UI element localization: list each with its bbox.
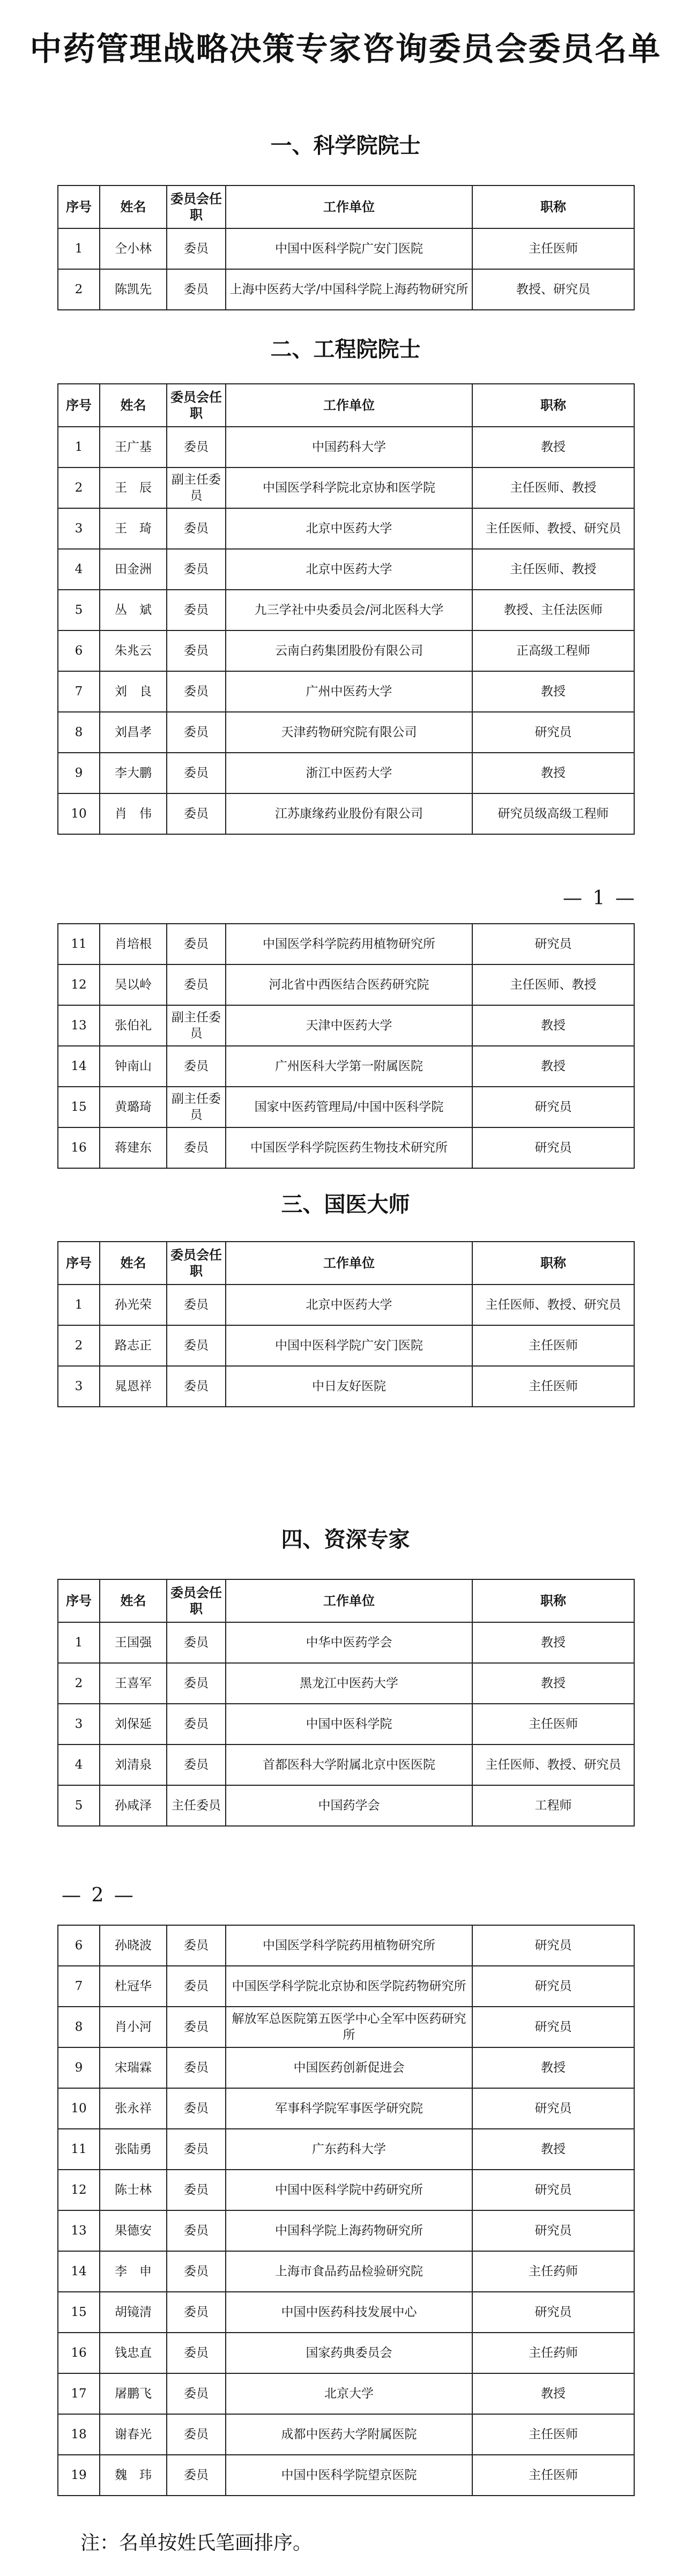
row-number: 9: [58, 2047, 100, 2088]
table-row: [58, 1285, 634, 1325]
row-number: 9: [58, 753, 100, 793]
work-unit: 中国中医科学院广安门医院: [226, 228, 472, 269]
committee-role: 委员: [167, 1663, 226, 1704]
member-name: 王 辰: [100, 467, 167, 508]
professional-title: 正高级工程师: [472, 630, 634, 671]
row-number: 6: [58, 630, 100, 671]
column-header: 姓名: [100, 1242, 167, 1285]
member-name: 王国强: [100, 1622, 167, 1663]
committee-role: 委员: [167, 2210, 226, 2251]
work-unit: 中国药科大学: [226, 427, 472, 467]
member-name: 钱忠直: [100, 2333, 167, 2373]
table-row: [58, 1127, 634, 1168]
member-name: 孙光荣: [100, 1285, 167, 1325]
work-unit: 中华中医药学会: [226, 1622, 472, 1663]
work-unit: 广东药科大学: [226, 2129, 472, 2170]
work-unit: 首都医科大学附属北京中医医院: [226, 1744, 472, 1785]
column-header: 序号: [58, 1579, 100, 1622]
column-header: 序号: [58, 384, 100, 427]
section-title-masters: 三、国医大师: [281, 1192, 410, 1217]
table-row: [58, 2170, 634, 2210]
professional-title: 研究员: [472, 924, 634, 964]
row-number: 14: [58, 2251, 100, 2292]
row-number: 2: [58, 269, 100, 310]
committee-role: 委员: [167, 590, 226, 630]
table-header-row: [58, 1242, 634, 1285]
work-unit: 中国科学院上海药物研究所: [226, 2210, 472, 2251]
professional-title: 研究员: [472, 1925, 634, 1966]
table-row: [58, 671, 634, 712]
column-header: 工作单位: [226, 185, 472, 228]
professional-title: 研究员: [472, 2088, 634, 2129]
row-number: 8: [58, 2007, 100, 2047]
professional-title: 主任医师: [472, 2414, 634, 2455]
work-unit: 中国中医科学院望京医院: [226, 2455, 472, 2496]
committee-role: 委员: [167, 712, 226, 753]
member-name: 刘清泉: [100, 1744, 167, 1785]
work-unit: 中国中医科学院: [226, 1704, 472, 1744]
table-row: [58, 924, 634, 964]
table-row: [58, 2088, 634, 2129]
professional-title: 教授: [472, 2047, 634, 2088]
work-unit: 中国药学会: [226, 1785, 472, 1826]
work-unit: 广州中医药大学: [226, 671, 472, 712]
professional-title: 教授: [472, 671, 634, 712]
row-number: 1: [58, 1285, 100, 1325]
row-number: 15: [58, 1087, 100, 1127]
professional-title: 主任医师、教授、研究员: [472, 1744, 634, 1785]
column-header: 委员会任职: [167, 1579, 226, 1622]
table-header-row: [58, 384, 634, 427]
row-number: 8: [58, 712, 100, 753]
member-name: 刘昌孝: [100, 712, 167, 753]
committee-role: 委员: [167, 1966, 226, 2007]
section-title-academicians-cas: 一、科学院院士: [270, 133, 421, 158]
work-unit: 北京中医药大学: [226, 549, 472, 590]
table-masters: [57, 1241, 635, 1407]
professional-title: 研究员: [472, 1087, 634, 1127]
committee-role: 委员: [167, 2251, 226, 2292]
professional-title: 教授: [472, 1622, 634, 1663]
member-name: 杜冠华: [100, 1966, 167, 2007]
work-unit: 天津中医药大学: [226, 1005, 472, 1046]
committee-role: 委员: [167, 1046, 226, 1087]
member-name: 田金洲: [100, 549, 167, 590]
row-number: 2: [58, 1325, 100, 1366]
table-row: [58, 427, 634, 467]
professional-title: 教授: [472, 1005, 634, 1046]
table-senior-experts: [57, 1579, 635, 1827]
work-unit: 天津药物研究院有限公司: [226, 712, 472, 753]
work-unit: 解放军总医院第五医学中心全军中医药研究所: [226, 2007, 472, 2047]
committee-role: 委员: [167, 228, 226, 269]
member-name: 刘 良: [100, 671, 167, 712]
professional-title: 主任医师、教授: [472, 467, 634, 508]
work-unit: 上海中医药大学/中国科学院上海药物研究所: [226, 269, 472, 310]
table-cae: [57, 383, 635, 835]
row-number: 2: [58, 1663, 100, 1704]
professional-title: 主任医师: [472, 1366, 634, 1407]
table-row: [58, 590, 634, 630]
column-header: 姓名: [100, 185, 167, 228]
committee-role: 委员: [167, 2129, 226, 2170]
row-number: 17: [58, 2373, 100, 2414]
table-row: [58, 753, 634, 793]
table-row: [58, 1704, 634, 1744]
committee-role: 委员: [167, 1622, 226, 1663]
work-unit: 中国中医科学院广安门医院: [226, 1325, 472, 1366]
work-unit: 成都中医药大学附属医院: [226, 2414, 472, 2455]
professional-title: 教授: [472, 2373, 634, 2414]
section-title-academicians-cae: 二、工程院院士: [270, 337, 421, 362]
row-number: 3: [58, 1704, 100, 1744]
committee-role: 委员: [167, 793, 226, 834]
table-row: [58, 2047, 634, 2088]
professional-title: 主任药师: [472, 2333, 634, 2373]
section-title-senior-experts: 四、资深专家: [281, 1527, 410, 1552]
work-unit: 中国医学科学院北京协和医学院药物研究所: [226, 1966, 472, 2007]
committee-role: 委员: [167, 753, 226, 793]
committee-role: 委员: [167, 671, 226, 712]
column-header: 工作单位: [226, 1579, 472, 1622]
work-unit: 军事科学院军事医学研究院: [226, 2088, 472, 2129]
row-number: 2: [58, 467, 100, 508]
professional-title: 研究员: [472, 1966, 634, 2007]
table-row: [58, 2333, 634, 2373]
table-row: [58, 1622, 634, 1663]
work-unit: 北京大学: [226, 2373, 472, 2414]
member-name: 谢春光: [100, 2414, 167, 2455]
table-row: [58, 228, 634, 269]
member-name: 丛 斌: [100, 590, 167, 630]
member-name: 果德安: [100, 2210, 167, 2251]
table-row: [58, 793, 634, 834]
row-number: 18: [58, 2414, 100, 2455]
professional-title: 主任医师: [472, 228, 634, 269]
member-name: 张陆勇: [100, 2129, 167, 2170]
table-senior-experts-continued: [57, 1925, 635, 2496]
table-row: [58, 2251, 634, 2292]
column-header: 序号: [58, 185, 100, 228]
professional-title: 教授: [472, 1046, 634, 1087]
professional-title: 教授: [472, 1663, 634, 1704]
member-name: 陈凯先: [100, 269, 167, 310]
professional-title: 主任医师、教授、研究员: [472, 508, 634, 549]
table-header-row: [58, 1579, 634, 1622]
work-unit: 浙江中医药大学: [226, 753, 472, 793]
row-number: 5: [58, 1785, 100, 1826]
table-row: [58, 2210, 634, 2251]
committee-role: 副主任委员: [167, 467, 226, 508]
professional-title: 研究员: [472, 2292, 634, 2333]
column-header: 委员会任职: [167, 185, 226, 228]
committee-role: 委员: [167, 2088, 226, 2129]
work-unit: 中国医药创新促进会: [226, 2047, 472, 2088]
table-row: [58, 1087, 634, 1127]
table-row: [58, 1966, 634, 2007]
table-row: [58, 1744, 634, 1785]
row-number: 10: [58, 2088, 100, 2129]
table-row: [58, 1046, 634, 1087]
member-name: 陈士林: [100, 2170, 167, 2210]
member-name: 肖 伟: [100, 793, 167, 834]
professional-title: 研究员: [472, 2170, 634, 2210]
member-name: 路志正: [100, 1325, 167, 1366]
work-unit: 广州医科大学第一附属医院: [226, 1046, 472, 1087]
work-unit: 北京中医药大学: [226, 1285, 472, 1325]
row-number: 4: [58, 549, 100, 590]
professional-title: 教授: [472, 2129, 634, 2170]
committee-role: 委员: [167, 2170, 226, 2210]
row-number: 16: [58, 2333, 100, 2373]
committee-role: 委员: [167, 508, 226, 549]
member-name: 魏 玮: [100, 2455, 167, 2496]
committee-role: 委员: [167, 427, 226, 467]
professional-title: 主任医师: [472, 1704, 634, 1744]
row-number: 7: [58, 1966, 100, 2007]
professional-title: 主任医师: [472, 1325, 634, 1366]
column-header: 委员会任职: [167, 1242, 226, 1285]
member-name: 肖培根: [100, 924, 167, 964]
committee-role: 委员: [167, 549, 226, 590]
committee-role: 委员: [167, 2292, 226, 2333]
committee-role: 委员: [167, 1285, 226, 1325]
member-name: 仝小林: [100, 228, 167, 269]
professional-title: 主任药师: [472, 2251, 634, 2292]
row-number: 5: [58, 590, 100, 630]
work-unit: 云南白药集团股份有限公司: [226, 630, 472, 671]
member-name: 刘保延: [100, 1704, 167, 1744]
committee-role: 副主任委员: [167, 1087, 226, 1127]
professional-title: 研究员: [472, 2007, 634, 2047]
row-number: 12: [58, 964, 100, 1005]
professional-title: 教授: [472, 427, 634, 467]
table-row: [58, 712, 634, 753]
member-name: 孙晓波: [100, 1925, 167, 1966]
work-unit: 中日友好医院: [226, 1366, 472, 1407]
row-number: 10: [58, 793, 100, 834]
work-unit: 国家药典委员会: [226, 2333, 472, 2373]
professional-title: 教授、主任法医师: [472, 590, 634, 630]
committee-role: 主任委员: [167, 1785, 226, 1826]
work-unit: 河北省中西医结合医药研究院: [226, 964, 472, 1005]
professional-title: 工程师: [472, 1785, 634, 1826]
row-number: 11: [58, 924, 100, 964]
table-row: [58, 2007, 634, 2047]
table-row: [58, 467, 634, 508]
professional-title: 教授、研究员: [472, 269, 634, 310]
row-number: 16: [58, 1127, 100, 1168]
row-number: 6: [58, 1925, 100, 1966]
table-row: [58, 964, 634, 1005]
row-number: 12: [58, 2170, 100, 2210]
table-row: [58, 2414, 634, 2455]
table-row: [58, 1785, 634, 1826]
column-header: 序号: [58, 1242, 100, 1285]
member-name: 王喜军: [100, 1663, 167, 1704]
table-row: [58, 2292, 634, 2333]
row-number: 1: [58, 427, 100, 467]
column-header: 姓名: [100, 384, 167, 427]
work-unit: 中国医学科学院医药生物技术研究所: [226, 1127, 472, 1168]
column-header: 工作单位: [226, 384, 472, 427]
column-header: 工作单位: [226, 1242, 472, 1285]
table-row: [58, 1325, 634, 1366]
table-row: [58, 2129, 634, 2170]
table-row: [58, 549, 634, 590]
row-number: 15: [58, 2292, 100, 2333]
column-header: 职称: [472, 1579, 634, 1622]
committee-role: 委员: [167, 964, 226, 1005]
professional-title: 主任医师、教授: [472, 549, 634, 590]
professional-title: 教授: [472, 753, 634, 793]
footnote: 注：名单按姓氏笔画排序。: [80, 2532, 313, 2554]
committee-role: 副主任委员: [167, 1005, 226, 1046]
table-row: [58, 1005, 634, 1046]
committee-role: 委员: [167, 269, 226, 310]
row-number: 1: [58, 228, 100, 269]
committee-role: 委员: [167, 1127, 226, 1168]
column-header: 职称: [472, 384, 634, 427]
professional-title: 研究员: [472, 1127, 634, 1168]
table-row: [58, 508, 634, 549]
document-title: 中药管理战略决策专家咨询委员会委员名单: [29, 31, 662, 68]
column-header: 姓名: [100, 1579, 167, 1622]
member-name: 李大鹏: [100, 753, 167, 793]
member-name: 吴以岭: [100, 964, 167, 1005]
page-number-1: — 1 —: [563, 887, 637, 909]
work-unit: 中国医学科学院药用植物研究所: [226, 1925, 472, 1966]
member-name: 晁恩祥: [100, 1366, 167, 1407]
table-row: [58, 1663, 634, 1704]
row-number: 1: [58, 1622, 100, 1663]
table-row: [58, 2455, 634, 2496]
page-number-2: — 2 —: [62, 1884, 136, 1906]
work-unit: 中国医学科学院北京协和医学院: [226, 467, 472, 508]
work-unit: 黑龙江中医药大学: [226, 1663, 472, 1704]
member-name: 张永祥: [100, 2088, 167, 2129]
table-row: [58, 269, 634, 310]
work-unit: 中国中医药科技发展中心: [226, 2292, 472, 2333]
committee-role: 委员: [167, 2373, 226, 2414]
member-name: 钟南山: [100, 1046, 167, 1087]
table-row: [58, 630, 634, 671]
professional-title: 主任医师、教授、研究员: [472, 1285, 634, 1325]
table-cae-continued: [57, 923, 635, 1169]
row-number: 3: [58, 508, 100, 549]
committee-role: 委员: [167, 1366, 226, 1407]
professional-title: 研究员: [472, 712, 634, 753]
member-name: 孙咸泽: [100, 1785, 167, 1826]
member-name: 胡镜清: [100, 2292, 167, 2333]
professional-title: 研究员: [472, 2210, 634, 2251]
work-unit: 国家中医药管理局/中国中医科学院: [226, 1087, 472, 1127]
member-name: 蒋建东: [100, 1127, 167, 1168]
committee-role: 委员: [167, 630, 226, 671]
committee-role: 委员: [167, 2333, 226, 2373]
member-name: 黄璐琦: [100, 1087, 167, 1127]
committee-role: 委员: [167, 1704, 226, 1744]
work-unit: 上海市食品药品检验研究院: [226, 2251, 472, 2292]
table-row: [58, 2373, 634, 2414]
member-name: 屠鹏飞: [100, 2373, 167, 2414]
committee-role: 委员: [167, 924, 226, 964]
member-name: 王 琦: [100, 508, 167, 549]
row-number: 14: [58, 1046, 100, 1087]
column-header: 职称: [472, 185, 634, 228]
work-unit: 中国医学科学院药用植物研究所: [226, 924, 472, 964]
committee-role: 委员: [167, 1925, 226, 1966]
work-unit: 中国中医科学院中药研究所: [226, 2170, 472, 2210]
table-row: [58, 1925, 634, 1966]
professional-title: 研究员级高级工程师: [472, 793, 634, 834]
member-name: 王广基: [100, 427, 167, 467]
row-number: 19: [58, 2455, 100, 2496]
work-unit: 江苏康缘药业股份有限公司: [226, 793, 472, 834]
member-name: 张伯礼: [100, 1005, 167, 1046]
professional-title: 主任医师、教授: [472, 964, 634, 1005]
professional-title: 主任医师: [472, 2455, 634, 2496]
table-header-row: [58, 185, 634, 228]
row-number: 11: [58, 2129, 100, 2170]
committee-role: 委员: [167, 2414, 226, 2455]
member-name: 宋瑞霖: [100, 2047, 167, 2088]
work-unit: 北京中医药大学: [226, 508, 472, 549]
table-row: [58, 1366, 634, 1407]
row-number: 3: [58, 1366, 100, 1407]
member-name: 肖小河: [100, 2007, 167, 2047]
work-unit: 九三学社中央委员会/河北医科大学: [226, 590, 472, 630]
row-number: 7: [58, 671, 100, 712]
row-number: 4: [58, 1744, 100, 1785]
column-header: 委员会任职: [167, 384, 226, 427]
member-name: 朱兆云: [100, 630, 167, 671]
row-number: 13: [58, 1005, 100, 1046]
committee-role: 委员: [167, 1325, 226, 1366]
committee-role: 委员: [167, 2007, 226, 2047]
table-cas: [57, 185, 635, 310]
member-name: 李 申: [100, 2251, 167, 2292]
column-header: 职称: [472, 1242, 634, 1285]
committee-role: 委员: [167, 2047, 226, 2088]
committee-role: 委员: [167, 2455, 226, 2496]
committee-role: 委员: [167, 1744, 226, 1785]
row-number: 13: [58, 2210, 100, 2251]
